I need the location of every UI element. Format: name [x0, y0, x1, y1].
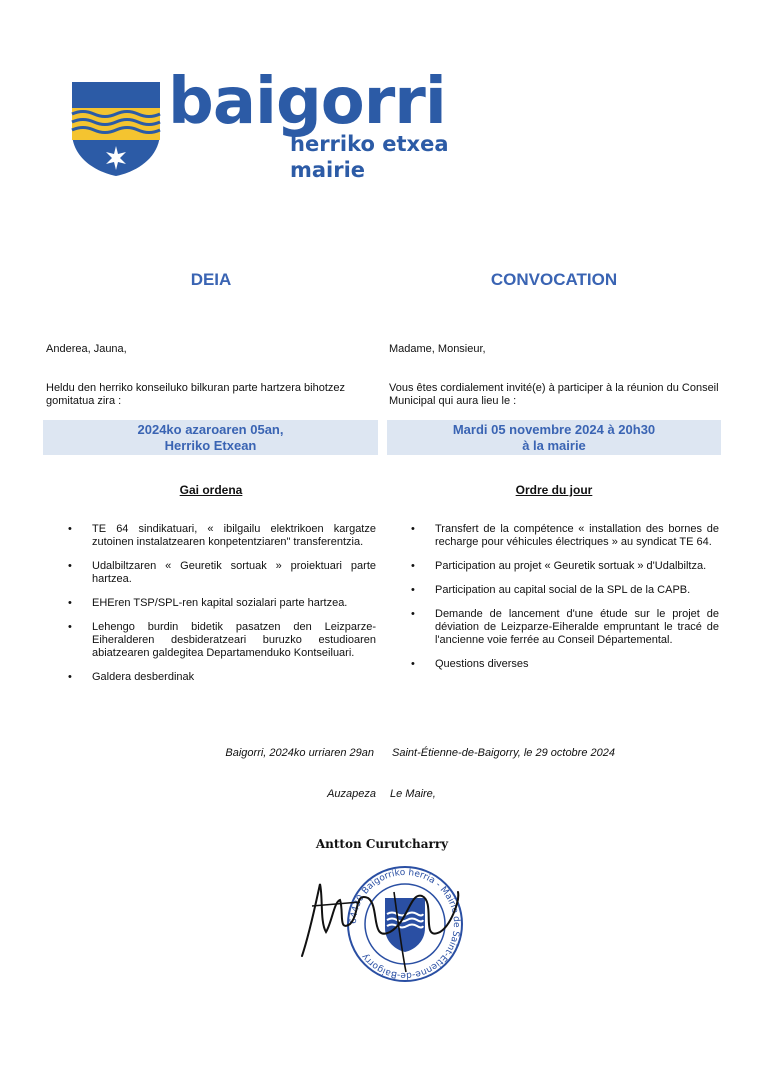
- meeting-place-french: à la mairie: [522, 438, 586, 453]
- agenda-title-basque: Gai ordena: [179, 483, 243, 497]
- meeting-date-band-basque: [43, 420, 378, 455]
- municipal-stamp: [290, 862, 480, 992]
- list-item: • Lehengo burdin bidetik pasatzen den Leizparze-Eiheralderen desbideratzeari buruzko estudioaren abiatzearen galdegitea Departamenduko Kontseiluari.: [68, 621, 376, 659]
- baigorri-shield-icon: [70, 80, 162, 178]
- title-french: CONVOCATION: [490, 270, 618, 289]
- svg-text:64430 Baigorriko herria - Mair: 64430 Baigorriko herria - Mairie de Saint-Étienne-de-Baigorry: [348, 867, 462, 981]
- title-basque: DEIA: [190, 270, 232, 289]
- list-item: • Questions diverses: [411, 658, 529, 670]
- list-item: • Udalbiltzaren « Geuretik sortuak » proiektuari parte hartzea.: [68, 560, 376, 585]
- meeting-place-basque: Herriko Etxean: [164, 438, 257, 453]
- list-item: • Demande de lancement d'une étude sur le projet de déviation de Leizparze-Eiheralde empruntant le tracé de l'ancienne voie ferrée au Conseil Départemental.: [411, 608, 719, 646]
- role-basque: Auzapeza: [327, 788, 376, 800]
- list-item: • Galdera desberdinak: [68, 671, 195, 683]
- list-item: • Participation au capital social de la SPL de la CAPB.: [411, 584, 691, 596]
- brand-subtitle-basque: herriko etxea: [290, 132, 449, 156]
- list-item: • Participation au projet « Geuretik sortuak » d'Udalbiltza.: [411, 560, 707, 572]
- intro-french: Vous êtes cordialement invité(e) à participer à la réunion du Conseil Municipal qui aura lieu le :: [389, 382, 719, 407]
- meeting-date-basque: 2024ko azaroaren 05an,: [137, 422, 284, 437]
- mayor-name: Antton Curutcharry: [315, 837, 449, 851]
- place-date-basque: Baigorri, 2024ko urriaren 29an: [225, 747, 374, 759]
- meeting-date-french: Mardi 05 novembre 2024 à 20h30: [452, 422, 656, 437]
- brand-name: baigorri: [168, 65, 446, 139]
- meeting-date-band-french: [387, 420, 721, 455]
- list-item: • TE 64 sindikatuari, « ibilgailu elektrikoen kargatze zutoinen instalatzearen konpetentziaren" transferentzia.: [68, 523, 376, 548]
- agenda-title-french: Ordre du jour: [515, 483, 593, 497]
- agenda-list-french: [389, 523, 719, 682]
- intro-basque: Heldu den herriko konseiluko bilkuran parte hartzera bihotzez gomitatua zira :: [46, 382, 346, 407]
- list-item: • Transfert de la compétence « installation des bornes de recharge pour véhicules électriques » au syndicat TE 64.: [411, 523, 719, 548]
- agenda-list-basque: [46, 523, 376, 695]
- list-item: • EHEren TSP/SPL-ren kapital sozialari parte hartzea.: [68, 597, 348, 609]
- greeting-basque: Anderea, Jauna,: [46, 343, 127, 355]
- place-date-french: Saint-Étienne-de-Baigorry, le 29 octobre 2024: [392, 747, 615, 759]
- role-french: Le Maire,: [390, 788, 436, 800]
- greeting-french: Madame, Monsieur,: [389, 343, 486, 355]
- brand-subtitle-french: mairie: [290, 158, 366, 182]
